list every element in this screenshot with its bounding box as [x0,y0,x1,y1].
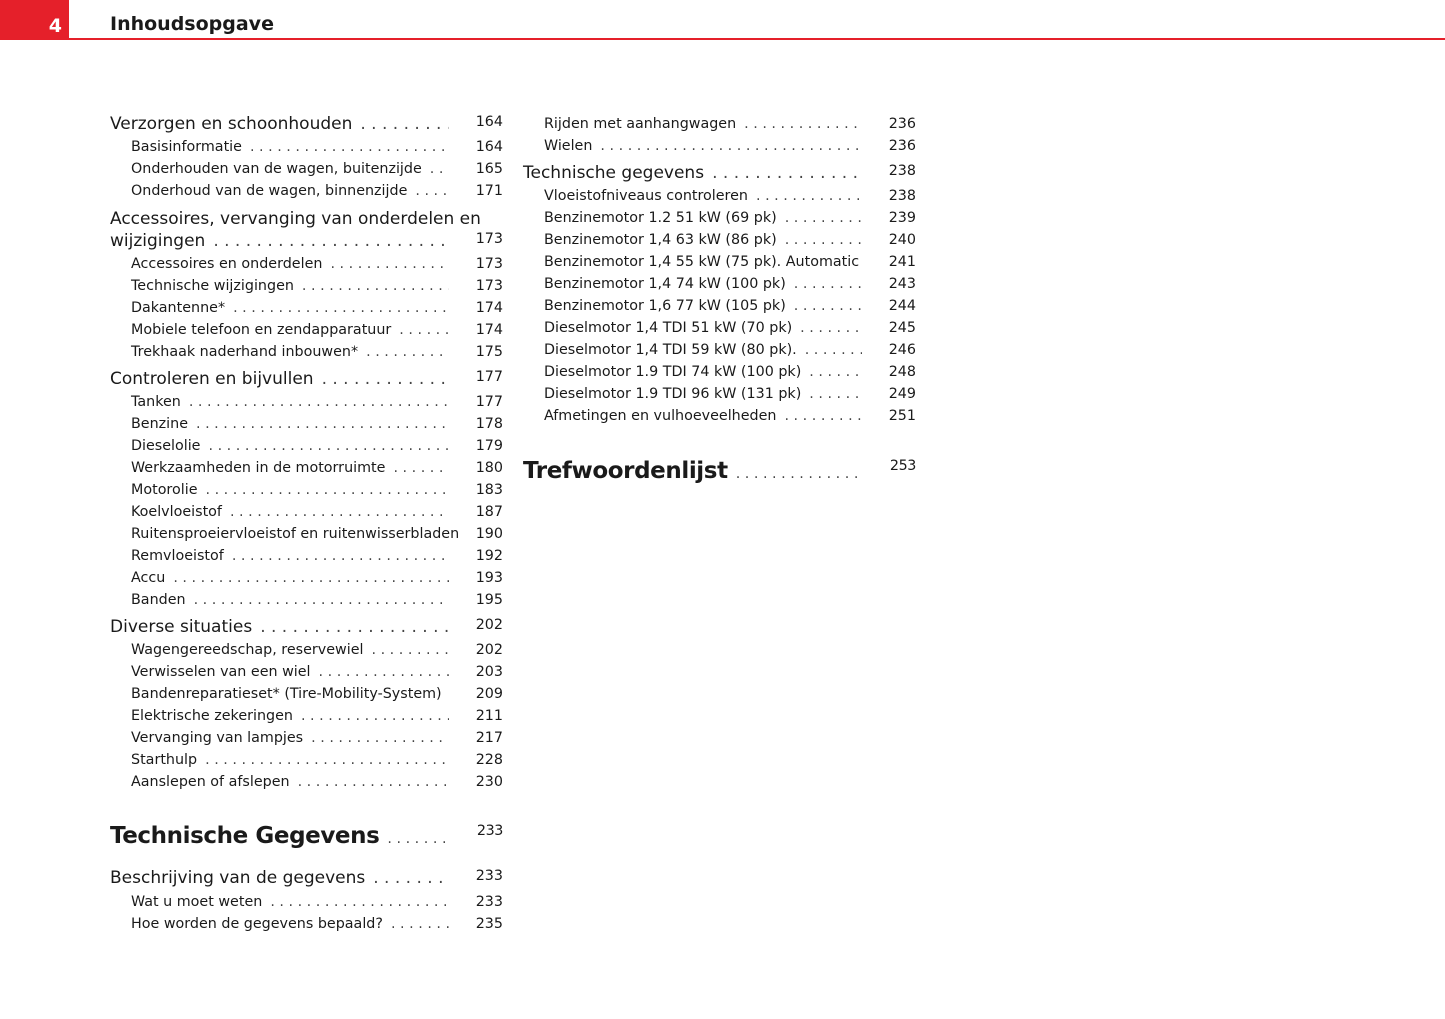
toc-dot-leader [322,369,449,389]
toc-dot-leader [330,256,449,272]
toc-dot-leader [794,298,862,314]
page-number: 4 [0,0,69,40]
toc-dot-leader [194,592,449,608]
toc-subsection-entry[interactable] [131,437,503,454]
toc-page-number: 165 [475,160,503,177]
toc-dot-leader [301,708,449,724]
toc-subsection-entry[interactable] [131,182,503,199]
toc-page-number: 179 [475,437,503,454]
toc-dot-leader [399,322,449,338]
toc-dot-leader [794,276,862,292]
toc-dot-leader [600,138,862,154]
toc-dot-leader [189,394,449,410]
toc-subsection-entry[interactable] [131,503,503,520]
toc-entry-title: Verzorgen en schoonhouden [110,113,353,134]
toc-subsection-entry[interactable] [131,569,503,586]
toc-page-number: 236 [888,137,916,154]
toc-subsection-entry[interactable] [544,187,916,204]
toc-dot-leader [233,300,449,316]
toc-page-number: 171 [475,182,503,199]
toc-entry-title: Rijden met aanhangwagen [544,115,737,132]
toc-entry-title: Motorolie [131,481,198,498]
toc-entry-title: Afmetingen en vulhoeveelheden [544,407,777,424]
toc-page-number: 211 [475,707,503,724]
toc-dot-leader [319,664,449,680]
toc-page-number: 202 [475,616,503,633]
toc-dot-leader [311,730,449,746]
toc-entry-title: Controleren en bijvullen [110,368,314,389]
toc-entry-title: Starthulp [131,751,198,768]
toc-page-number: 173 [475,230,503,247]
toc-subsection-entry[interactable] [131,138,503,155]
toc-subsection-entry[interactable] [544,363,916,380]
toc-subsection-entry[interactable] [131,459,503,476]
toc-entry-title: Vloeistofniveaus controleren [544,187,748,204]
toc-page-number: 178 [475,415,503,432]
toc-subsection-entry[interactable] [131,255,503,272]
toc-entry-title: Dakantenne* [131,299,226,316]
toc-subsection-entry[interactable] [544,253,916,270]
toc-entry-title: Wat u moet weten [131,893,263,910]
toc-entry-title: wijzigingen [110,230,206,251]
toc-page-number: 193 [475,569,503,586]
toc-subsection-entry[interactable] [131,481,503,498]
toc-entry-title: Dieselmotor 1.9 TDI 74 kW (100 pk) [544,363,802,380]
toc-dot-leader [744,116,862,132]
toc-section-entry[interactable] [110,867,503,888]
toc-entry-title: Benzinemotor 1,4 63 kW (86 pk) [544,231,777,248]
toc-dot-leader [206,482,450,498]
toc-dot-leader [173,570,449,586]
toc-dot-leader [208,438,449,454]
toc-entry-title: Elektrische zekeringen [131,707,293,724]
toc-entry-title: Dieselolie [131,437,201,454]
toc-entry-title: Onderhouden van de wagen, buitenzijde [131,160,422,177]
toc-entry-title: Accessoires en onderdelen [131,255,323,272]
toc-page-number: 248 [888,363,916,380]
toc-entry-title: Benzinemotor 1.2 51 kW (69 pk) [544,209,777,226]
toc-dot-leader [260,617,449,637]
toc-dot-leader [250,139,449,155]
toc-subsection-entry[interactable] [544,231,916,248]
toc-entry-title: Benzinemotor 1,4 74 kW (100 pk) [544,275,786,292]
toc-page-number: 195 [475,591,503,608]
page-title: Inhoudsopgave [110,13,274,35]
toc-page-number: 183 [475,481,503,498]
toc-dot-leader [415,183,449,199]
toc-page-number: 238 [888,187,916,204]
toc-page-number: 245 [888,319,916,336]
toc-subsection-entry[interactable] [131,299,503,316]
toc-entry-title: Beschrijving van de gegevens [110,867,366,888]
toc-entry-title: Koelvloeistof [131,503,222,520]
toc-page-number: 233 [475,893,503,910]
toc-entry-title: Diverse situaties [110,616,253,637]
toc-page-number: 240 [888,231,916,248]
toc-page-number: 177 [475,368,503,385]
toc-page-number: 233 [476,823,503,840]
toc-dot-leader [213,231,449,251]
toc-entry-title: Banden [131,591,186,608]
toc-dot-leader [366,344,449,360]
toc-subsection-entry[interactable] [131,729,503,746]
toc-page-number: 249 [888,385,916,402]
toc-entry-title: Aanslepen of afslepen [131,773,290,790]
toc-dot-leader [805,342,862,358]
toc-dot-leader [784,408,862,424]
toc-subsection-entry[interactable] [544,115,916,132]
toc-page-number: 228 [475,751,503,768]
toc-entry-title: Werkzaamheden in de motorruimte [131,459,386,476]
toc-page-number: 164 [475,138,503,155]
toc-entry-title: Benzinemotor 1,6 77 kW (105 pk) [544,297,786,314]
toc-page-number: 253 [889,458,916,475]
toc-dot-leader [373,868,449,888]
toc-subsection-entry[interactable] [131,277,503,294]
toc-page-number: 209 [475,685,503,702]
toc-subsection-entry[interactable] [131,663,503,680]
toc-page-number: 233 [475,867,503,884]
toc-subsection-entry[interactable] [544,407,916,424]
toc-dot-leader [196,416,449,432]
toc-dot-leader [302,278,449,294]
toc-dot-leader [372,642,450,658]
toc-page-number: 241 [888,253,916,270]
toc-subsection-entry[interactable] [544,341,916,358]
toc-dot-leader [736,466,862,482]
toc-dot-leader [785,232,862,248]
toc-subsection-entry[interactable] [544,385,916,402]
toc-section-entry[interactable] [110,616,503,637]
toc-dot-leader [756,188,862,204]
toc-page-number: 238 [888,162,916,179]
toc-page-number: 187 [475,503,503,520]
toc-subsection-entry[interactable] [131,773,503,790]
toc-subsection-entry[interactable] [131,525,503,542]
toc-entry-title: Tanken [131,393,181,410]
toc-page-number: 174 [475,299,503,316]
toc-entry-title: Accu [131,569,166,586]
toc-entry-title: Benzinemotor 1,4 55 kW (75 pk). Automatic [544,253,860,270]
toc-entry-title: Dieselmotor 1.9 TDI 96 kW (131 pk) [544,385,802,402]
toc-dot-leader [785,210,862,226]
toc-page-number: 235 [475,915,503,932]
toc-subsection-entry[interactable] [131,415,503,432]
toc-entry-title: Hoe worden de gegevens bepaald? [131,915,383,932]
toc-page-number: 239 [888,209,916,226]
toc-dot-leader [391,916,449,932]
toc-dot-leader [270,894,449,910]
toc-page-number: 236 [888,115,916,132]
toc-entry-title: Basisinformatie [131,138,242,155]
toc-entry-title: Trekhaak naderhand inbouwen* [131,343,359,360]
toc-page-number: 202 [475,641,503,658]
toc-right-column [523,0,916,1019]
toc-subsection-entry[interactable] [131,751,503,768]
toc-page-number: 174 [475,321,503,338]
toc-dot-leader [232,548,449,564]
toc-subsection-entry[interactable] [544,319,916,336]
toc-subsection-entry[interactable] [131,393,503,410]
toc-page-number: 175 [475,343,503,360]
toc-page-number: 192 [475,547,503,564]
toc-entry-title: Dieselmotor 1,4 TDI 59 kW (80 pk). [544,341,797,358]
toc-dot-leader [230,504,449,520]
toc-entry-title: Wagengereedschap, reservewiel [131,641,364,658]
toc-subsection-entry[interactable] [544,209,916,226]
toc-dot-leader [809,386,862,402]
toc-section-entry[interactable] [523,162,916,183]
toc-dot-leader [430,161,449,177]
toc-subsection-entry[interactable] [131,343,503,360]
toc-subsection-entry[interactable] [131,641,503,658]
toc-dot-leader [298,774,449,790]
toc-entry-title: Technische Gegevens [110,823,380,850]
toc-entry-title: Vervanging van lampjes [131,729,304,746]
toc-entry-title: Trefwoordenlijst [523,458,728,485]
toc-chapter-entry[interactable] [523,458,916,485]
toc-subsection-entry[interactable] [131,321,503,338]
toc-dot-leader [809,364,862,380]
toc-entry-title: Technische wijzigingen [131,277,294,294]
toc-page-number: 243 [888,275,916,292]
toc-entry-title: Wielen [544,137,593,154]
toc-page-number: 173 [475,277,503,294]
toc-page-number: 177 [475,393,503,410]
toc-entry-title: Ruitensproeiervloeistof en ruitenwisserbladen [131,525,460,542]
toc-entry-title: Dieselmotor 1,4 TDI 51 kW (70 pk) [544,319,793,336]
toc-subsection-entry[interactable] [544,297,916,314]
toc-page-number: 251 [888,407,916,424]
toc-entry-title: Benzine [131,415,188,432]
toc-page-number: 203 [475,663,503,680]
toc-section-entry[interactable] [110,230,503,251]
toc-page-number: 246 [888,341,916,358]
toc-entry-title: Remvloeistof [131,547,224,564]
toc-page-number: 217 [475,729,503,746]
toc-entry-title: Bandenreparatieset* (Tire-Mobility-System) [131,685,442,702]
toc-page-number: 190 [475,525,503,542]
toc-page-number: 180 [475,459,503,476]
toc-dot-leader [800,320,862,336]
toc-section-entry[interactable] [110,113,503,134]
toc-page-number: 164 [475,113,503,130]
toc-entry-title: Mobiele telefoon en zendapparatuur [131,321,392,338]
toc-subsection-entry[interactable] [131,915,503,932]
toc-subsection-entry[interactable] [131,160,503,177]
toc-subsection-entry[interactable] [131,707,503,724]
toc-dot-leader [712,163,862,183]
toc-dot-leader [360,114,449,134]
toc-entry-title: Onderhoud van de wagen, binnenzijde [131,182,408,199]
toc-entry-title: Verwisselen van een wiel [131,663,311,680]
toc-page-number: 230 [475,773,503,790]
toc-subsection-entry[interactable] [544,275,916,292]
toc-dot-leader [205,752,449,768]
toc-subsection-entry[interactable] [131,591,503,608]
toc-left-column [110,0,503,1019]
toc-entry-title-line1: Accessoires, vervanging van onderdelen en [110,208,481,229]
toc-subsection-entry[interactable] [131,547,503,564]
toc-dot-leader [387,831,449,847]
toc-subsection-entry[interactable] [131,685,503,702]
toc-dot-leader [393,460,449,476]
toc-section-entry[interactable] [110,368,503,389]
toc-page-number: 173 [475,255,503,272]
toc-page-number: 244 [888,297,916,314]
toc-entry-title: Technische gegevens [523,162,705,183]
toc-chapter-entry[interactable] [110,823,503,850]
toc-subsection-entry[interactable] [544,137,916,154]
toc-subsection-entry[interactable] [131,893,503,910]
